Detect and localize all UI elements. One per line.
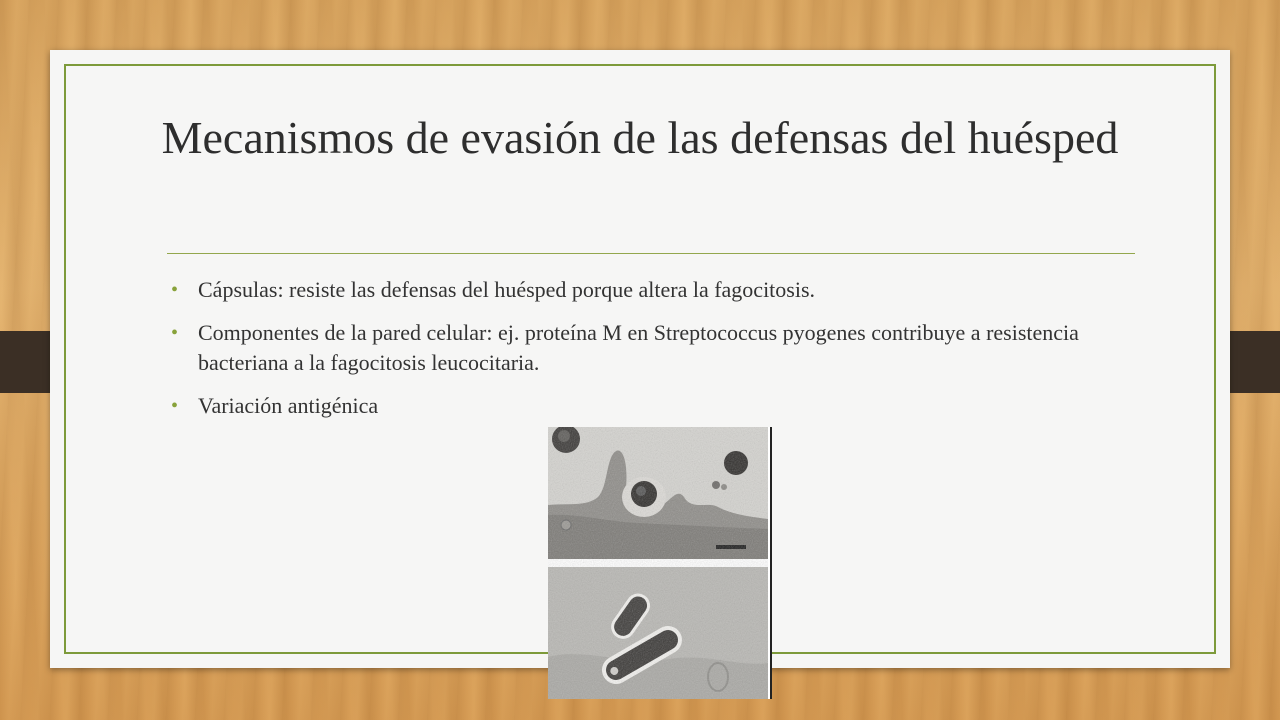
title-divider bbox=[167, 253, 1135, 254]
bullet-text: Componentes de la pared celular: ej. proteína M en Streptococcus pyogenes contribuye a resistencia bacteriana a la fagocitosis leucocitaria. bbox=[198, 320, 1079, 375]
micrograph-figure bbox=[548, 427, 772, 699]
bullet-item bbox=[168, 275, 1108, 305]
bullet-list bbox=[168, 275, 1108, 434]
bullet-text: Cápsulas: resiste las defensas del huésped porque altera la fagocitosis. bbox=[198, 277, 816, 302]
bullet-item bbox=[168, 391, 1108, 421]
micrograph-image bbox=[548, 427, 768, 699]
bullet-item bbox=[168, 318, 1108, 378]
bullet-marker: • bbox=[171, 322, 179, 344]
slide-title: Mecanismos de evasión de las defensas del huésped bbox=[161, 112, 1119, 163]
bullet-text: Variación antigénica bbox=[198, 393, 379, 418]
bullet-marker: • bbox=[171, 279, 179, 301]
bullet-marker: • bbox=[171, 395, 179, 417]
